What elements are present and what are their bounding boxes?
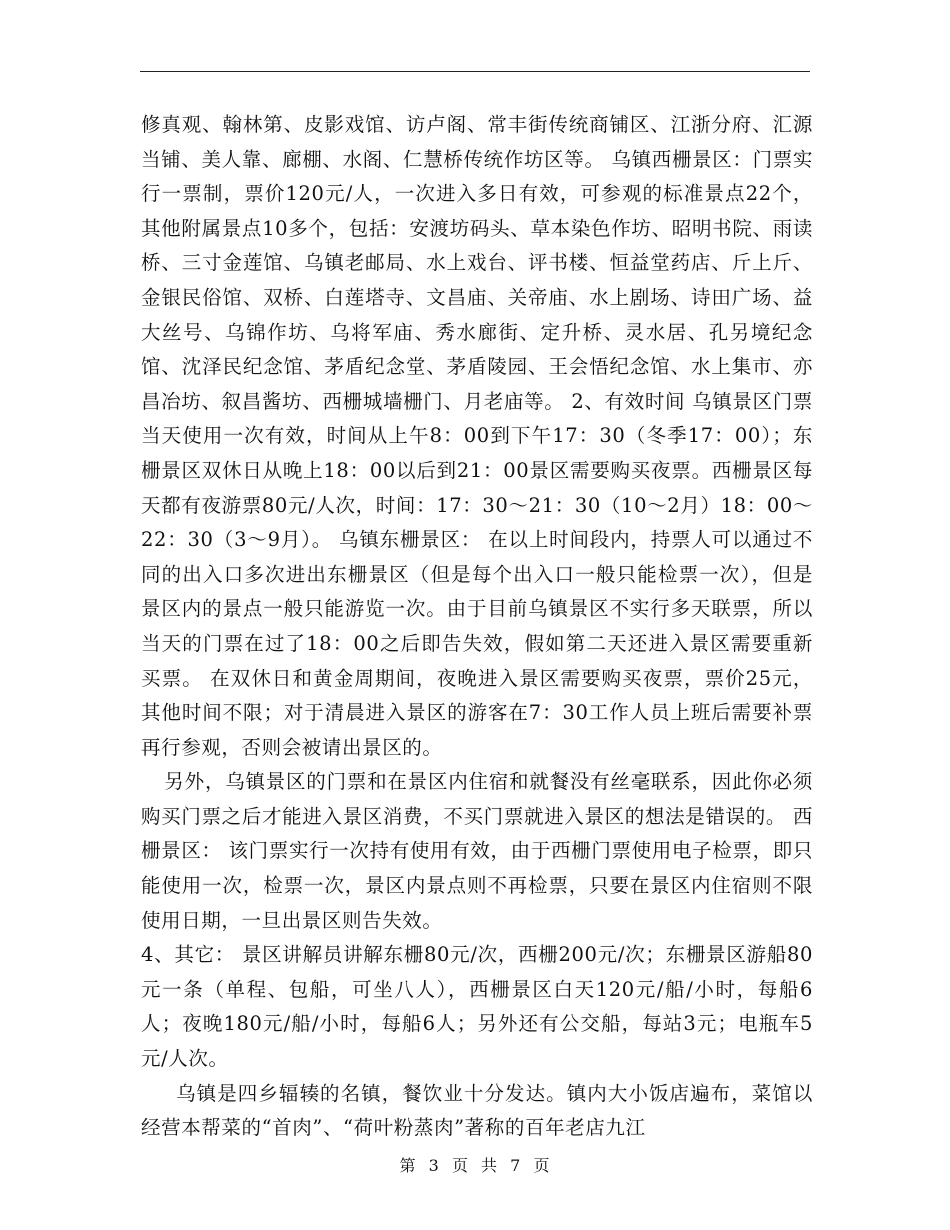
footer-prefix: 第 [399,1156,417,1175]
footer-page-word: 页 [451,1156,469,1175]
document-body [141,108,813,1146]
paragraph-2: 另外，乌镇景区的门票和在景区内住宿和就餐没有丝毫联系，因此你必须购买门票之后才能进入景区消费，不买门票就进入景区的想法是错误的。 西栅景区： 该门票实行一次持有使用有效，由于西栅门票使用电子检票，即只能使用一次，检票一次，景区内景点则不再检票，只要在景区内住宿则不限使用日期，一旦出景区则告失效。 [141,770,813,932]
page-footer [0,1153,950,1176]
footer-total-pages: 7 [510,1156,522,1175]
footer-total-word: 共 [481,1156,499,1175]
paragraph-1: 修真观、翰林第、皮影戏馆、访卢阁、常丰街传统商铺区、江浙分府、汇源当铺、美人靠、廊棚、水阁、仁慧桥传统作坊区等。 乌镇西栅景区：门票实行一票制，票价120元/人，一次进入多日有效，可参观的标准景点22个，其他附属景点10多个，包括：安渡坊码头、草本染色作坊、昭明书院、雨读桥、三寸金莲馆、乌镇老邮局、水上戏台、评书楼、恒益堂药店、斤上斤、金银民俗馆、双桥、白莲塔寺、文昌庙、关帝庙、水上剧场、诗田广场、益大丝号、乌锦作坊、乌将军庙、秀水廊街、定升桥、灵水居、孔另境纪念馆、沈泽民纪念馆、茅盾纪念堂、茅盾陵园、王会悟纪念馆、水上集市、亦昌冶坊、叙昌酱坊、西栅城墙栅门、月老庙等。 2、有效时间 乌镇景区门票当天使用一次有效，时间从上午8：00到下午17：30（冬季17：00）；东栅景区双休日从晚上18：00以后到21：00景区需要购买夜票。西栅景区每天都有夜游票80元/人次，时间：17：30～21：30（10～2月）18：00～22：30（3～9月）。 乌镇东栅景区： 在以上时间段内，持票人可以通过不同的出入口多次进出东栅景区（但是每个出入口一般只能检票一次），但是景区内的景点一般只能游览一次。由于目前乌镇景区不实行多天联票，所以当天的门票在过了18：00之后即告失效，假如第二天还进入景区需要重新买票。 在双休日和黄金周期间，夜晚进入景区需要购买夜票，票价25元，其他时间不限；对于清晨进入景区的游客在7：30工作人员上班后需要补票再行参观，否则会被请出景区的。 [141,113,813,759]
footer-page-number: 3 [428,1156,440,1175]
header-rule [140,71,810,72]
paragraph-3: 4、其它： 景区讲解员讲解东栅80元/次，西栅200元/次；东栅景区游船80元一条（单程、包船，可坐八人），西栅景区白天120元/船/小时，每船6人；夜晚180元/船/小时，每船6人；另外还有公交船，每站3元；电瓶车5元/人次。 [141,943,813,1071]
paragraph-4: 乌镇是四乡辐辏的名镇，餐饮业十分发达。镇内大小饭店遍布，菜馆以经营本帮菜的“首肉”、“荷叶粉蒸肉”著称的百年老店九江 [141,1081,813,1140]
footer-suffix: 页 [533,1156,551,1175]
